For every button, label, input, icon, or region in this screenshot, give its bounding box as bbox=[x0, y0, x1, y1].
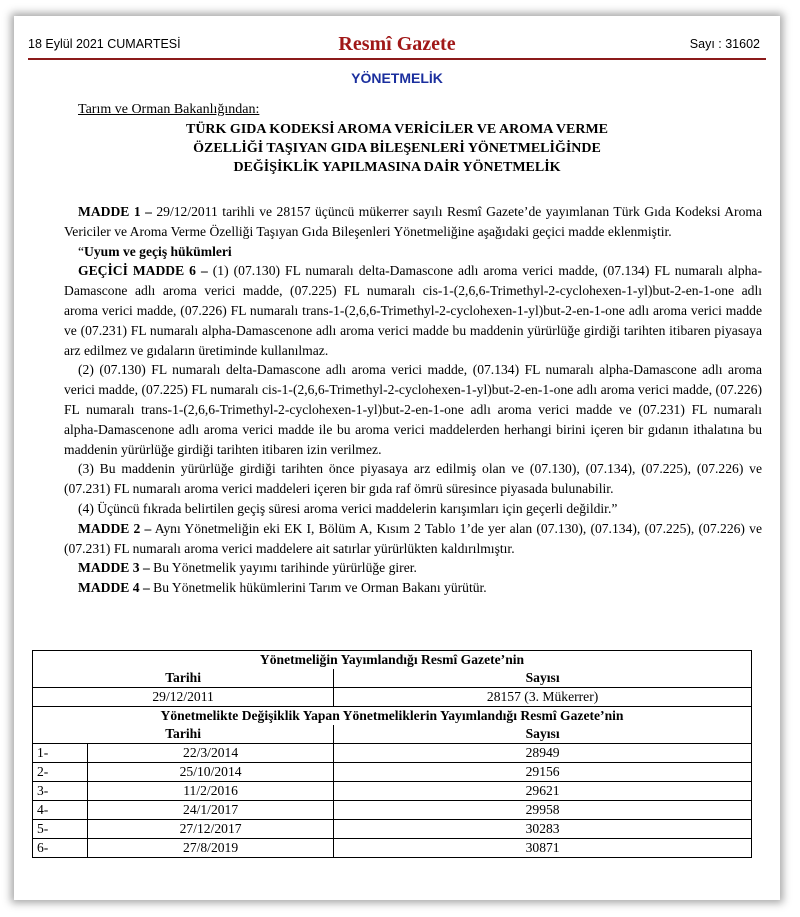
table-row bbox=[33, 801, 752, 820]
article-4 bbox=[64, 578, 762, 598]
table-title-1: Yönetmeliğin Yayımlandığı Resmî Gazete’nin bbox=[33, 651, 752, 670]
title-line-2: ÖZELLİĞİ TAŞIYAN GIDA BİLEŞENLERİ YÖNETMELİĞİNDE bbox=[193, 141, 601, 156]
section-title: YÖNETMELİK bbox=[351, 70, 443, 86]
temporary-article-p2: (2) (07.130) FL numaralı delta-Damascone adlı aroma verici madde, (07.134) FL numaralı alpha-Damascone adlı aroma verici madde, (07.225) FL numaralı cis-1-(2,6,6-Trimethyl-2-cyclohexen-1-yl)but-2-en-1-one adlı aroma verici madde, (07.226) FL numaralı trans-1-(2,6,6-Trimethyl-2-cyclohexen-1-yl)but-2-en-1-one adlı aroma verici madde ve (07.231) FL numaralı alpha-Damascenone adlı aroma verici madde ile bu aroma verici maddelerden herhangi birini içeren bir gıdanın ithalatına bu maddenin yürürlüğe girdiği tarihten itibaren izin verilmez. bbox=[64, 362, 762, 457]
temporary-article-p1-text: (1) (07.130) FL numaralı delta-Damascone adlı aroma verici madde, (07.134) FL numaralı alpha-Damascone adlı aroma verici madde, (07.225) FL numaralı cis-1-(2,6,6-Trimethyl-2-cyclohexen-1-yl)but-2-en-1-one adlı aroma verici madde, (07.226) FL numaralı trans-1-(2,6,6-Trimethyl-2-cyclohexen-1-yl)but-2-en-1-one adlı aroma verici madde ve (07.231) FL numaralı alpha-Damascenone adlı aroma verici madde bu maddenin yürürlüğe girdiği tarihten itibaren piyasaya arz edilmez ve gıdaların üretiminde kullanılmaz. bbox=[64, 263, 762, 358]
original-publication-row bbox=[33, 688, 752, 707]
table-title-row-1 bbox=[33, 651, 752, 670]
article-1-label: MADDE 1 – bbox=[78, 204, 152, 219]
title-line-3: DEĞİŞİKLİK YAPILMASINA DAİR YÖNETMELİK bbox=[233, 160, 561, 175]
issue-number: Sayı : 31602 bbox=[689, 37, 760, 51]
gazette-header bbox=[28, 32, 766, 60]
publication-table bbox=[32, 650, 752, 858]
article-2-text: Aynı Yönetmeliğin eki EK I, Bölüm A, Kısım 2 Tablo 1’de yer alan (07.130), (07.134), (07.225), (07.226) ve (07.231) FL numaralı aroma verici maddelere ait satırlar yürürlükten kaldırılmıştır. bbox=[64, 520, 762, 556]
article-4-text: Bu Yönetmelik hükümlerini Tarım ve Orman Bakanı yürütür. bbox=[149, 580, 487, 596]
gazette-title: Resmî Gazete bbox=[338, 33, 456, 55]
row-number: 1- bbox=[33, 744, 88, 763]
temporary-article-p4: (4) Üçüncü fıkrada belirtilen geçiş süresi aroma verici maddelerin karışımları için geçerli değildir.” bbox=[78, 500, 618, 516]
table-title-2: Yönetmelikte Değişiklik Yapan Yönetmeliklerin Yayımlandığı Resmî Gazete’nin bbox=[33, 707, 752, 726]
gazette-page bbox=[14, 16, 780, 900]
article-4-label: MADDE 4 – bbox=[78, 580, 150, 596]
row-date: 22/3/2014 bbox=[88, 744, 334, 763]
temporary-article-p1 bbox=[64, 261, 762, 360]
row-number: 6- bbox=[33, 839, 88, 858]
row-number: 3- bbox=[33, 782, 88, 801]
table-row bbox=[33, 839, 752, 858]
table-row bbox=[33, 744, 752, 763]
quote-open: “ bbox=[78, 243, 85, 259]
row-date: 11/2/2016 bbox=[88, 782, 334, 801]
table-header-row-1 bbox=[33, 669, 752, 688]
row-issue: 28949 bbox=[334, 744, 752, 763]
regulation-title bbox=[74, 120, 720, 177]
article-3-text: Bu Yönetmelik yayımı tarihinde yürürlüğe girer. bbox=[149, 560, 417, 576]
row-date: 24/1/2017 bbox=[88, 801, 334, 820]
article-1-text: 29/12/2011 tarihli ve 28157 üçüncü mükerrer sayılı Resmî Gazete’de yayımlanan Türk Gıda Kodeksi Aroma Vericiler ve Aroma Verme Özelliği Taşıyan Gıda Bileşenleri Yönetmeliğine aşağıdaki geçici madde eklenmiştir. bbox=[64, 204, 762, 239]
table-row bbox=[33, 820, 752, 839]
article-3-label: MADDE 3 – bbox=[78, 560, 150, 576]
article-2-label: MADDE 2 – bbox=[78, 520, 152, 536]
original-date: 29/12/2011 bbox=[33, 688, 334, 707]
article-3 bbox=[64, 558, 762, 578]
title-line-1: TÜRK GIDA KODEKSİ AROMA VERİCİLER VE AROMA VERME bbox=[185, 122, 609, 137]
row-issue: 29621 bbox=[334, 782, 752, 801]
header-date: 18 Eylül 2021 CUMARTESİ bbox=[28, 37, 181, 51]
regulation-body bbox=[64, 202, 762, 598]
col-date-header: Tarihi bbox=[33, 669, 334, 688]
row-date: 25/10/2014 bbox=[88, 763, 334, 782]
row-date: 27/12/2017 bbox=[88, 820, 334, 839]
original-issue: 28157 (3. Mükerrer) bbox=[334, 688, 752, 707]
row-number: 5- bbox=[33, 820, 88, 839]
table-row bbox=[33, 763, 752, 782]
row-issue: 30871 bbox=[334, 839, 752, 858]
row-issue: 30283 bbox=[334, 820, 752, 839]
row-number: 4- bbox=[33, 801, 88, 820]
col-issue-header-2: Sayısı bbox=[334, 725, 752, 744]
temporary-article-label: GEÇİCİ MADDE 6 – bbox=[78, 263, 208, 279]
col-date-header-2: Tarihi bbox=[33, 725, 334, 744]
heading-paragraph bbox=[64, 242, 762, 262]
row-number: 2- bbox=[33, 763, 88, 782]
row-issue: 29156 bbox=[334, 763, 752, 782]
article-1 bbox=[64, 202, 762, 242]
col-issue-header: Sayısı bbox=[334, 669, 752, 688]
article-2 bbox=[64, 519, 762, 559]
temporary-article-p3: (3) Bu maddenin yürürlüğe girdiği tarihten önce piyasaya arz edilmiş olan ve (07.130), (07.134), (07.225), (07.226) ve (07.231) FL numaralı aroma verici maddeleri içeren bir gıda raf ömrü süresince piyasada bulunabilir. bbox=[64, 461, 762, 497]
table-header-row-2 bbox=[33, 725, 752, 744]
ministry-name: Tarım ve Orman Bakanlığından: bbox=[78, 102, 260, 117]
table-title-row-2 bbox=[33, 707, 752, 726]
row-issue: 29958 bbox=[334, 801, 752, 820]
provision-heading: Uyum ve geçiş hükümleri bbox=[84, 243, 232, 259]
table-row bbox=[33, 782, 752, 801]
row-date: 27/8/2019 bbox=[88, 839, 334, 858]
